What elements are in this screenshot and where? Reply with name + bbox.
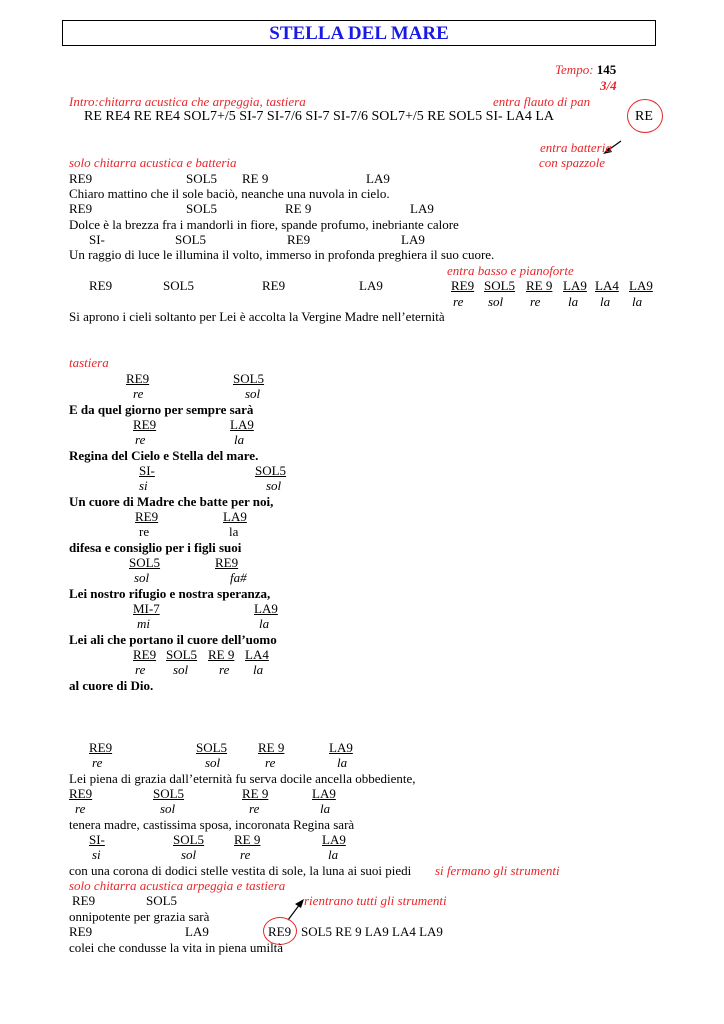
solfege: la [600,294,611,309]
song-title: STELLA DEL MARE [269,23,449,44]
chord: RE9 [451,278,475,293]
chord: SOL5 [186,171,218,186]
chord: RE9 [133,417,157,432]
chord: RE9 [133,647,157,662]
intro-note: Intro:chitarra acustica che arpeggia, tastiera [69,94,306,109]
solfege: re [219,662,230,677]
lyric-line: tenera madre, castissima sposa, incoronata Regina sarà [69,817,355,832]
verse1-note: solo chitarra acustica e batteria [69,155,237,170]
chorus-line: Un cuore di Madre che batte per noi, [69,494,274,509]
tempo-label: Tempo: [555,62,594,77]
solfege: la [259,616,270,631]
solfege: sol [488,294,504,309]
chord: LA9 [629,278,653,293]
lyric-line: con una corona di dodici stelle vestita di sole, la luna ai suoi piedi [69,863,412,878]
chorus-line: E da quel giorno per sempre sarà [69,402,254,417]
chord: SOL5 [146,893,178,908]
intro-flute-note: entra flauto di pan [493,94,591,109]
solfege: sol [160,801,176,816]
chord: SOL5 [163,278,195,293]
chord: RE9 [287,232,311,247]
chord: RE 9 [285,201,312,216]
solfege: re [133,386,144,401]
solfege: sol [181,847,197,862]
chord: LA9 [401,232,425,247]
intro-final-circle [627,99,663,133]
arpeggio-note: solo chitarra acustica arpeggia e tastiera [69,878,286,893]
chord: MI-7 [133,601,160,616]
intro-chords: RE RE4 RE RE4 SOL7+/5 SI-7 SI-7/6 SI-7 SI-7/6 SOL7+/5 RE SOL5 SI- LA4 LA [84,109,555,124]
chord: SOL5 [196,740,228,755]
solfege: si [92,847,101,862]
lyric-line: Si aprono i cieli soltanto per Lei è accolta la Vergine Madre nell’eternità [69,309,445,324]
chord: LA9 [322,832,346,847]
solfege: la [328,847,339,862]
chord: SOL5 [166,647,198,662]
chord: RE9 [135,509,159,524]
chord: SOL5 [186,201,218,216]
chord: SOL5 [255,463,287,478]
lyric-line: Dolce è la brezza fra i mandorli in fiore, spande profumo, inebriante calore [69,217,459,232]
solfege: re [453,294,464,309]
solfege: la [337,755,348,770]
chord: LA9 [359,278,383,293]
chord: SOL5 [233,371,265,386]
chord: RE9 [89,278,113,293]
solfege: la [229,524,239,539]
intro-final-chord: RE [635,109,653,124]
solfege: sol [205,755,221,770]
chord: RE9 [69,786,93,801]
return-note: rientrano tutti gli strumenti [304,893,447,908]
chord: LA9 [312,786,336,801]
chord: LA9 [329,740,353,755]
lyric-line: onnipotente per grazia sarà [69,909,210,924]
chord: LA9 [223,509,247,524]
chord: LA9 [563,278,587,293]
chord: SI- [139,463,155,478]
chord: SOL5 [173,832,205,847]
solfege: re [135,432,146,447]
solfege: re [530,294,541,309]
chord: RE9 [72,893,96,908]
chord: LA4 [245,647,269,662]
title-box [62,20,656,46]
solfege: re [92,755,103,770]
solfege: sol [173,662,189,677]
lyric-line: colei che condusse la vita in piena umiltà [69,940,284,955]
solfege: mi [137,616,150,631]
chord: LA9 [410,201,434,216]
chord: SOL5 [175,232,207,247]
solfege: re [249,801,260,816]
chord: LA9 [185,924,209,939]
chord: RE9 [69,201,93,216]
chord: SOL5 [129,555,161,570]
chord: SOL5 [484,278,516,293]
intro-drums-note-2: con spazzole [539,155,606,170]
chord: RE 9 [234,832,261,847]
chord: RE9 [215,555,239,570]
chord: RE9 [69,924,93,939]
solfege: la [234,432,245,447]
solfege: sol [245,386,261,401]
solfege: re [135,662,146,677]
chord: RE9 [126,371,150,386]
solfege: sol [266,478,282,493]
chord: RE9 [262,278,286,293]
chord: RE 9 [242,171,269,186]
chord: LA4 [595,278,619,293]
chord: LA9 [254,601,278,616]
chord: RE 9 [242,786,269,801]
tempo-value: 145 [596,62,617,77]
time-signature: 3/4 [600,78,617,93]
chord: SI- [89,232,105,247]
chord: SOL5 [153,786,185,801]
chorus-line: Lei ali che portano il cuore dell’uomo [69,632,277,647]
chord: RE9 [268,924,292,939]
solfege: la [632,294,643,309]
solfege: fa# [230,570,247,585]
solfege: re [240,847,251,862]
solfege: re [139,524,150,539]
chord: RE9 [69,171,93,186]
lyric-line: Lei piena di grazia dall’eternità fu serva docile ancella obbediente, [69,771,416,786]
stop-note: si fermano gli strumenti [435,863,560,878]
chorus-line: Lei nostro rifugio e nostra speranza, [69,586,271,601]
tempo-line [555,62,616,77]
solfege: la [568,294,579,309]
final-chords: SOL5 RE 9 LA9 LA4 LA9 [301,924,443,939]
bass-note: entra basso e pianoforte [447,263,574,278]
solfege: re [75,801,86,816]
lyric-line: Un raggio di luce le illumina il volto, immerso in profonda preghiera il suo cuore. [69,247,495,262]
chorus-note: tastiera [69,355,109,370]
chorus-line: al cuore di Dio. [69,678,154,693]
chord: RE 9 [208,647,235,662]
chord: RE9 [89,740,113,755]
solfege: re [265,755,276,770]
chord: LA9 [366,171,390,186]
chord: LA9 [230,417,254,432]
chorus-line: difesa e consiglio per i figli suoi [69,540,242,555]
lyric-line: Chiaro mattino che il sole baciò, neanche una nuvola in cielo. [69,186,390,201]
chord: RE 9 [526,278,553,293]
solfege: la [320,801,331,816]
solfege: la [253,662,264,677]
solfege: sol [134,570,150,585]
chord: RE 9 [258,740,285,755]
chorus-line: Regina del Cielo e Stella del mare. [69,448,259,463]
solfege: si [139,478,148,493]
intro-drums-note-1: entra batteria [540,140,612,155]
chord: SI- [89,832,105,847]
